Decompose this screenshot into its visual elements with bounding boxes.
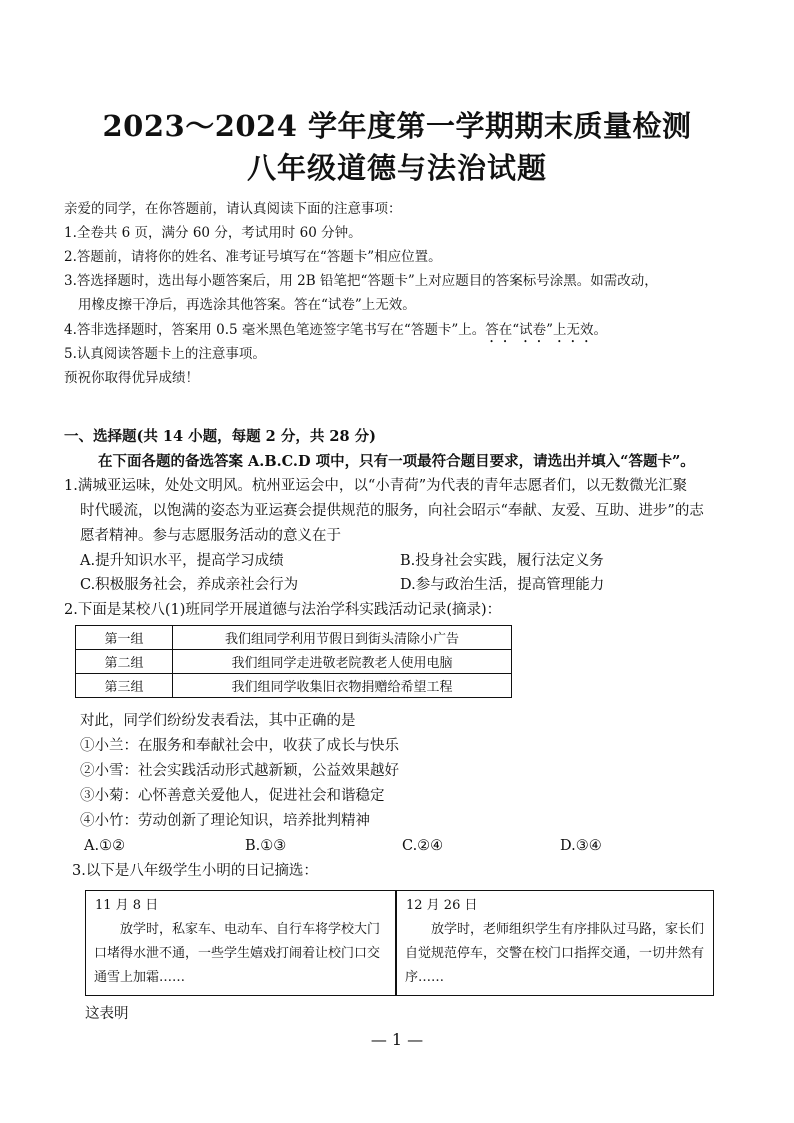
table-cell-group: 第一组 — [76, 626, 173, 650]
q1-option-b: B.投身社会实践，履行法定义务 — [400, 553, 604, 569]
table-cell-activity: 我们组同学利用节假日到街头清除小广告 — [173, 626, 512, 650]
diary-entry-right — [396, 890, 714, 996]
exam-title: 2023～2024 学年度第一学期期末质量检测 — [102, 109, 692, 143]
q2-stem: 2.下面是某校八(1)班同学开展道德与法治学科实践活动记录(摘录)： — [64, 602, 502, 618]
table-cell-activity: 我们组同学走进敬老院教老人使用电脑 — [173, 650, 512, 674]
q1-stem-line1: 1.满城亚运味，处处文明风。杭州亚运会中，以“小青荷”为代表的青年志愿者们，以无数微光汇聚 — [64, 478, 688, 494]
section-instruction: 在下面各题的备选答案 A.B.C.D 项中，只有一项最符合题目要求，请选出并填入“答题卡”。 — [98, 453, 695, 470]
q1-option-a: A.提升知识水平，提高学习成绩 — [80, 553, 284, 569]
notice-item-4 — [64, 319, 607, 346]
table-cell-group: 第二组 — [76, 650, 173, 674]
q3-stem: 3.以下是八年级学生小明的日记摘选： — [72, 863, 318, 879]
q2-statement-3: ③小菊：心怀善意关爱他人，促进社会和谐稳定 — [80, 788, 385, 804]
diary-date: 11 月 8 日 — [95, 898, 159, 913]
notice-item-5: 5.认真阅读答题卡上的注意事项。 — [64, 346, 266, 362]
notice-item-4-text: 4.答非选择题时，答案用 0.5 毫米黑色笔迹签字笔书写在“答题卡”上。 — [64, 322, 486, 338]
q2-statement-2: ②小雪：社会实践活动形式越新颖，公益效果越好 — [80, 763, 399, 779]
q1-option-d: D.参与政治生活，提高管理能力 — [400, 577, 605, 593]
table-cell-activity: 我们组同学收集旧衣物捐赠给希望工程 — [173, 674, 512, 698]
notice-item-3: 3.答选择题时，选出每小题答案后，用 2B 铅笔把“答题卡”上对应题目的答案标号涂黑。如需改动， — [64, 273, 658, 289]
q2-lead: 对此，同学们纷纷发表看法，其中正确的是 — [80, 713, 356, 729]
q2-activity-table — [75, 625, 512, 698]
page-number: — 1 — — [370, 1030, 424, 1049]
table-cell-group: 第三组 — [76, 674, 173, 698]
diary-entry-left — [85, 890, 396, 996]
table-row — [76, 674, 512, 698]
q1-option-c: C.积极服务社会，养成亲社会行为 — [80, 577, 299, 593]
diary-text: 放学时，私家车、电动车、自行车将学校大门口堵得水泄不通，一些学生嬉戏打闹着让校门口交通雪上加霜…… — [94, 922, 381, 985]
q2-statement-4: ④小竹：劳动创新了理论知识，培养批判精神 — [80, 813, 370, 829]
q2-statement-1: ①小兰：在服务和奉献社会中，收获了成长与快乐 — [80, 738, 399, 754]
q2-option-b: B.①③ — [245, 838, 287, 854]
q1-stem-line3: 愿者精神。参与志愿服务活动的意义在于 — [80, 528, 341, 544]
notice-closing: 预祝你取得优异成绩！ — [64, 370, 199, 386]
notice-item-1: 1.全卷共 6 页，满分 60 分，考试用时 60 分钟。 — [64, 225, 362, 241]
notice-item-4-emphasis: 答在“试卷”上无效。 — [485, 322, 608, 338]
exam-subtitle: 八年级道德与法治试题 — [246, 151, 547, 185]
notice-item-3-cont: 用橡皮擦干净后，再选涂其他答案。答在“试卷”上无效。 — [78, 297, 416, 313]
notice-item-2: 2.答题前，请将你的姓名、准考证号填写在“答题卡”相应位置。 — [64, 249, 442, 265]
q3-tail: 这表明 — [85, 1006, 129, 1022]
q2-option-d: D.③④ — [560, 838, 602, 854]
table-row — [76, 626, 512, 650]
diary-text: 放学时，老师组织学生有序排队过马路，家长们自觉规范停车，交警在校门口指挥交通，一切井然有序…… — [405, 922, 705, 985]
notice-intro: 亲爱的同学，在你答题前，请认真阅读下面的注意事项： — [64, 201, 402, 217]
q1-stem-line2: 时代暖流，以饱满的姿态为亚运赛会提供规范的服务，向社会昭示“奉献、友爱、互助、进步”的志 — [80, 503, 704, 519]
table-row — [76, 650, 512, 674]
diary-date: 12 月 26 日 — [406, 898, 478, 913]
section-heading: 一、选择题(共 14 小题，每题 2 分，共 28 分) — [64, 428, 376, 445]
q2-option-a: A.①② — [84, 838, 126, 854]
q2-option-c: C.②④ — [402, 838, 444, 854]
